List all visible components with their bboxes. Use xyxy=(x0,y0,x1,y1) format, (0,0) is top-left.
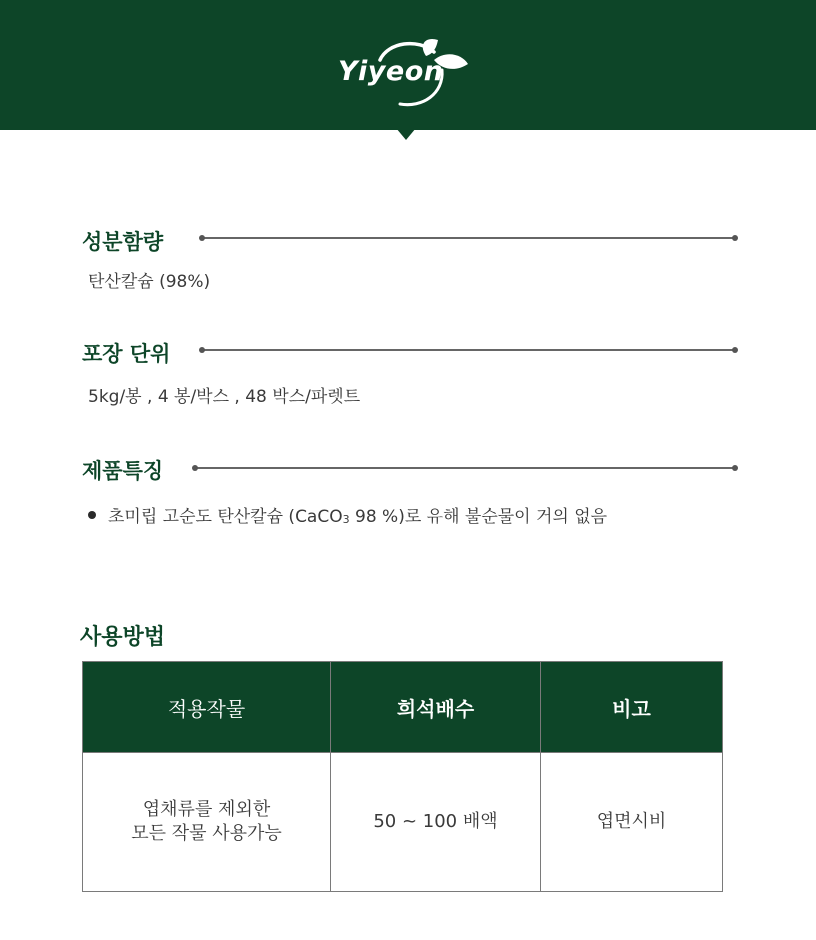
header-note: 비고 xyxy=(541,662,723,753)
crop-line-1: 엽채류를 제외한 xyxy=(142,799,271,820)
table-header-row xyxy=(83,662,723,753)
feature-bullet xyxy=(88,502,607,527)
section-title-packaging: 포장 단위 xyxy=(82,342,171,366)
feature-text-before: 초미립 고순도 탄산칼슘 (CaCO xyxy=(108,507,343,527)
section-divider xyxy=(202,349,735,351)
cell-crop xyxy=(83,753,331,892)
usage-table xyxy=(82,661,723,892)
bullet-icon xyxy=(88,511,96,519)
table-row xyxy=(83,753,723,892)
feature-text-after: 98 %)로 유해 불순물이 거의 없음 xyxy=(349,507,608,527)
section-title-features: 제품특징 xyxy=(82,459,164,483)
section-title-ingredients: 성분함량 xyxy=(82,230,164,254)
header-notch xyxy=(396,128,416,140)
cell-dilution: 50 ~ 100 배액 xyxy=(331,753,541,892)
ingredients-text: 탄산칼슘 (98%) xyxy=(88,272,211,292)
header-crop: 적용작물 xyxy=(83,662,331,753)
header-dilution: 희석배수 xyxy=(331,662,541,753)
brand-logo xyxy=(322,34,482,116)
brand-name: Yiyeon xyxy=(338,56,444,87)
usage-title: 사용방법 xyxy=(80,625,166,650)
cell-note: 엽면시비 xyxy=(541,753,723,892)
packaging-text: 5kg/봉 , 4 봉/박스 , 48 박스/파렛트 xyxy=(88,387,361,407)
section-divider xyxy=(195,467,735,469)
crop-line-2: 모든 작물 사용가능 xyxy=(131,823,282,844)
section-divider xyxy=(202,237,735,239)
feature-text-subscript: 3 xyxy=(342,513,350,526)
